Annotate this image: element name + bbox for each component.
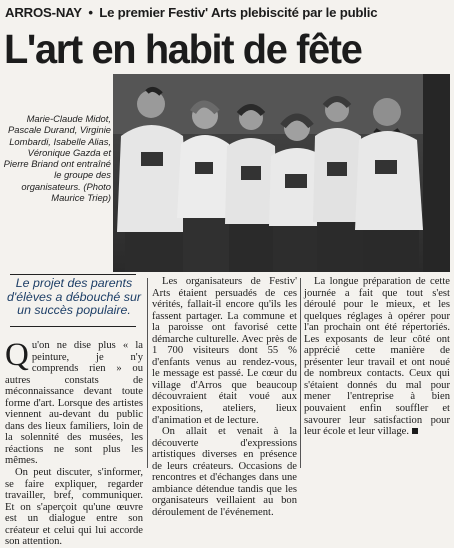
article-column-3 bbox=[304, 276, 450, 438]
end-of-article-mark bbox=[412, 428, 418, 434]
photo-caption: Marie-Claude Midot, Pascale Durand, Virginie Lombardi, Isabelle Alias, Véronique Gazda et Pierre Briand ont entraîné le groupe des organisateurs. (Photo Maurice Triep) bbox=[3, 113, 111, 204]
kicker-subtitle: Le premier Festiv' Arts plebiscité par le public bbox=[99, 5, 378, 20]
article-paragraph-4: On allait et venait à la découverte d'expressions artistiques diverses en présence de leurs créateurs. Occasions de rencontres et d'échanges dans une ambiance détendue tandis que les organisateurs veillaient au bon déroulement de l'événement. bbox=[152, 426, 297, 518]
article-kicker bbox=[5, 5, 450, 20]
location-label: ARROS-NAY bbox=[5, 5, 82, 20]
paragraph-1-text: u'on ne dise plus « la peinture, je n'y comprends rien » ou autres constats de méconnaissance devant toute forme d'art. Lorsque des artistes viennent au-devant du public dans des lieux familiers, loin de la solennité des musées, les réactions ne sont plus les mêmes. bbox=[5, 340, 143, 467]
column-divider-1 bbox=[147, 278, 148, 468]
lede-rule-bottom bbox=[10, 326, 136, 327]
paragraph-5-text: La longue préparation de cette journée a fait que tout s'est déroulé pour le mieux, et les quelques réglages à opérer pour l'an prochain ont été répertoriés. Les exposants de leur côté ont apprécié cette manière de présenter leur travail et ont noué de nombreux contacts. Ceux qui s'étaient donnés du mal pour mener l'entreprise à bien pouvaient enfin souffler et savourer leur satisfaction pour leur école et leur village. bbox=[304, 276, 450, 438]
lede-rule-top bbox=[10, 274, 136, 275]
group-photo bbox=[113, 74, 450, 272]
article-paragraph-1 bbox=[5, 337, 143, 467]
drop-cap: Q bbox=[5, 337, 29, 373]
column-divider-2 bbox=[300, 278, 301, 468]
kicker-separator: • bbox=[88, 5, 93, 20]
article-column-2 bbox=[152, 276, 297, 518]
article-lede: Le projet des parents d'élèves a débouché sur un succès populaire. bbox=[7, 276, 141, 318]
article-paragraph-5 bbox=[304, 276, 450, 438]
article-column-1 bbox=[5, 337, 143, 548]
article-paragraph-2: On peut discuter, s'informer, se faire expliquer, regarder travailler, bref, communiquer. Et on s'aperçoit qu'une œuvre est un dialogue entre son créateur et celui qui lui accorde son attention. bbox=[5, 467, 143, 548]
group-photo-illustration bbox=[113, 74, 450, 272]
article-headline: L'art en habit de fête bbox=[4, 26, 362, 72]
article-paragraph-3: Les organisateurs de Festiv' Arts étaient persuadés de ces vérités, fallait-il encore qu'ils les fassent partager. La commune et la paroisse ont favorisé cette démarche culturelle. Avec près de 1 700 visiteurs dont 55 % d'enfants venus au rendez-vous, le message est passé. Le cœur du village d'Arros que beaucoup découvraient était voué aux expositions, ateliers, lieux d'animation et de lecture. bbox=[152, 276, 297, 426]
